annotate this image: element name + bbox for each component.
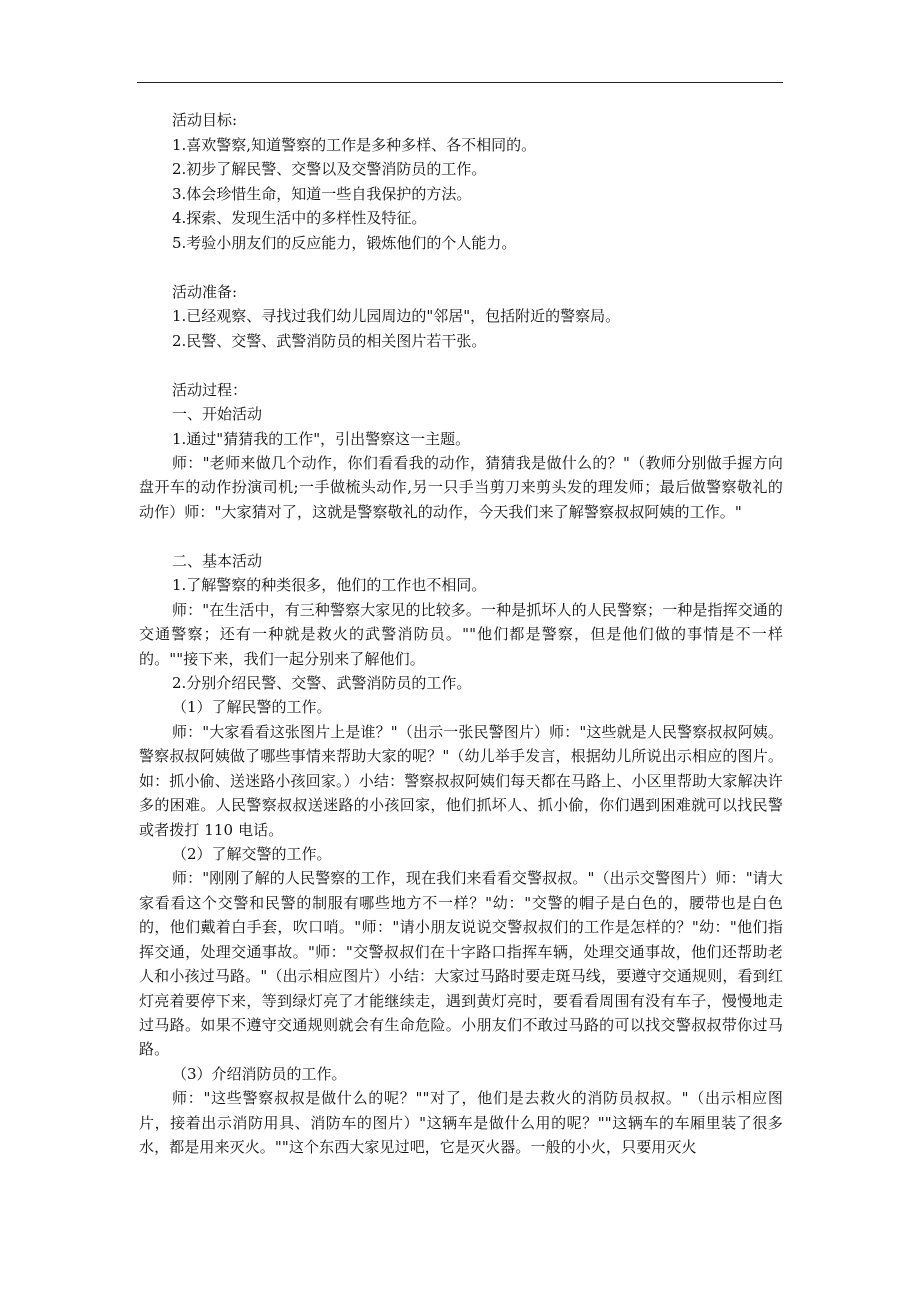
subsection-police-title: （1）了解民警的工作。 [172, 698, 332, 717]
preparation-item: 1.已经观察、寻找过我们幼儿园周边的"邻居"，包括附近的警察局。 [172, 307, 621, 325]
section2-dialogue1: 师："在生活中，有三种警察大家见的比较多。一种是抓坏人的人民警察；一种是指挥交通的交通警察；还有一种就是救火的武警消防员。""他们都是警察，但是他们做的事情是不一样的。""接下来，我们一起分别来了解他们。 [139, 600, 784, 668]
goal-item: 2.初步了解民警、交警以及交警消防员的工作。 [172, 160, 487, 178]
goal-item: 4.探索、发现生活中的多样性及特征。 [172, 209, 427, 227]
preparation-item: 2.民警、交警、武警消防员的相关图片若干张。 [172, 331, 487, 350]
goal-item: 1.喜欢警察,知道警察的工作是多种多样、各不相同的。 [172, 135, 537, 154]
section1-title: 一、开始活动 [172, 405, 263, 423]
section1-step: 1.通过"猜猜我的工作"，引出警察这一主题。 [172, 429, 471, 448]
section2-step2: 2.分别介绍民警、交警、武警消防员的工作。 [172, 673, 472, 692]
process-heading: 活动过程： [172, 380, 248, 399]
section2-title: 二、基本活动 [172, 551, 263, 570]
subsection-traffic-title: （2）了解交警的工作。 [172, 844, 332, 863]
preparation-heading: 活动准备: [172, 282, 238, 301]
goal-item: 3.体会珍惜生命，知道一些自我保护的方法。 [172, 184, 472, 203]
subsection-fire-text: 师："这些警察叔叔是做什么的呢？""对了，他们是去救火的消防员叔叔。"（出示相应图片，接着出示消防用具、消防车的图片）"这辆车是做什么用的呢？""这辆车的车厢里装了很多水，都是用来灭火。""这个东西大家见过吧，它是灭火器。一般的小火，只要用灭火 [139, 1089, 783, 1157]
spacer [139, 255, 783, 280]
section1-dialogue: 师："老师来做几个动作，你们看看我的动作，猜猜我是做什么的？"（教师分别做手握方向盘开车的动作扮演司机;一手做梳头动作,另一只手当剪刀来剪头发的理发师；最后做警察敬礼的动作）师："大家猜对了，这就是警察敬礼的动作，今天我们来了解警察叔叔阿姨的工作。" [139, 454, 783, 521]
spacer [139, 524, 783, 549]
document-body [139, 108, 783, 1159]
subsection-fire-title: （3）介绍消防员的工作。 [172, 1064, 347, 1083]
spacer [139, 353, 783, 378]
subsection-traffic-text: 师："刚刚了解的人民警察的工作，现在我们来看看交警叔叔。"（出示交警图片）师："请大家看看这个交警和民警的制服有哪些地方不一样？"幼："交警的帽子是白色的，腰带也是白色的，他们戴着白手套，吹口哨。"师："请小朋友说说交警叔叔们的工作是怎样的？"幼："他们指挥交通，处理交通事故。"师："交警叔叔们在十字路口指挥车辆，处理交通事故，他们还帮助老人和小孩过马路。"（出示相应图片）小结：大家过马路时要走斑马线，要遵守交通规则，看到红灯亮着要停下来，等到绿灯亮了才能继续走，遇到黄灯亮时，要看看周围有没有车子，慢慢地走过马路。如果不遵守交通规则就会有生命危险。小朋友们不敢过马路的可以找交警叔叔带你过马路。 [139, 869, 783, 1059]
goals-heading: 活动目标: [172, 111, 238, 129]
header-rule [137, 82, 783, 83]
subsection-police-text: 师："大家看看这张图片上是谁？"（出示一张民警图片）师："这些就是人民警察叔叔阿姨。警察叔叔阿姨做了哪些事情来帮助大家的呢？"（幼儿举手发言，根据幼儿所说出示相应的图片。如：抓小偷、送迷路小孩回家。）小结：警察叔叔阿姨们每天都在马路上、小区里帮助大家解决许多的困难。人民警察叔叔送迷路的小孩回家，他们抓坏人、抓小偷，你们遇到困难就可以找民警或者拨打 110 电话。 [139, 722, 783, 839]
goal-item: 5.考验小朋友们的反应能力，锻炼他们的个人能力。 [172, 233, 517, 252]
section2-step1: 1.了解警察的种类很多，他们的工作也不相同。 [172, 576, 487, 595]
